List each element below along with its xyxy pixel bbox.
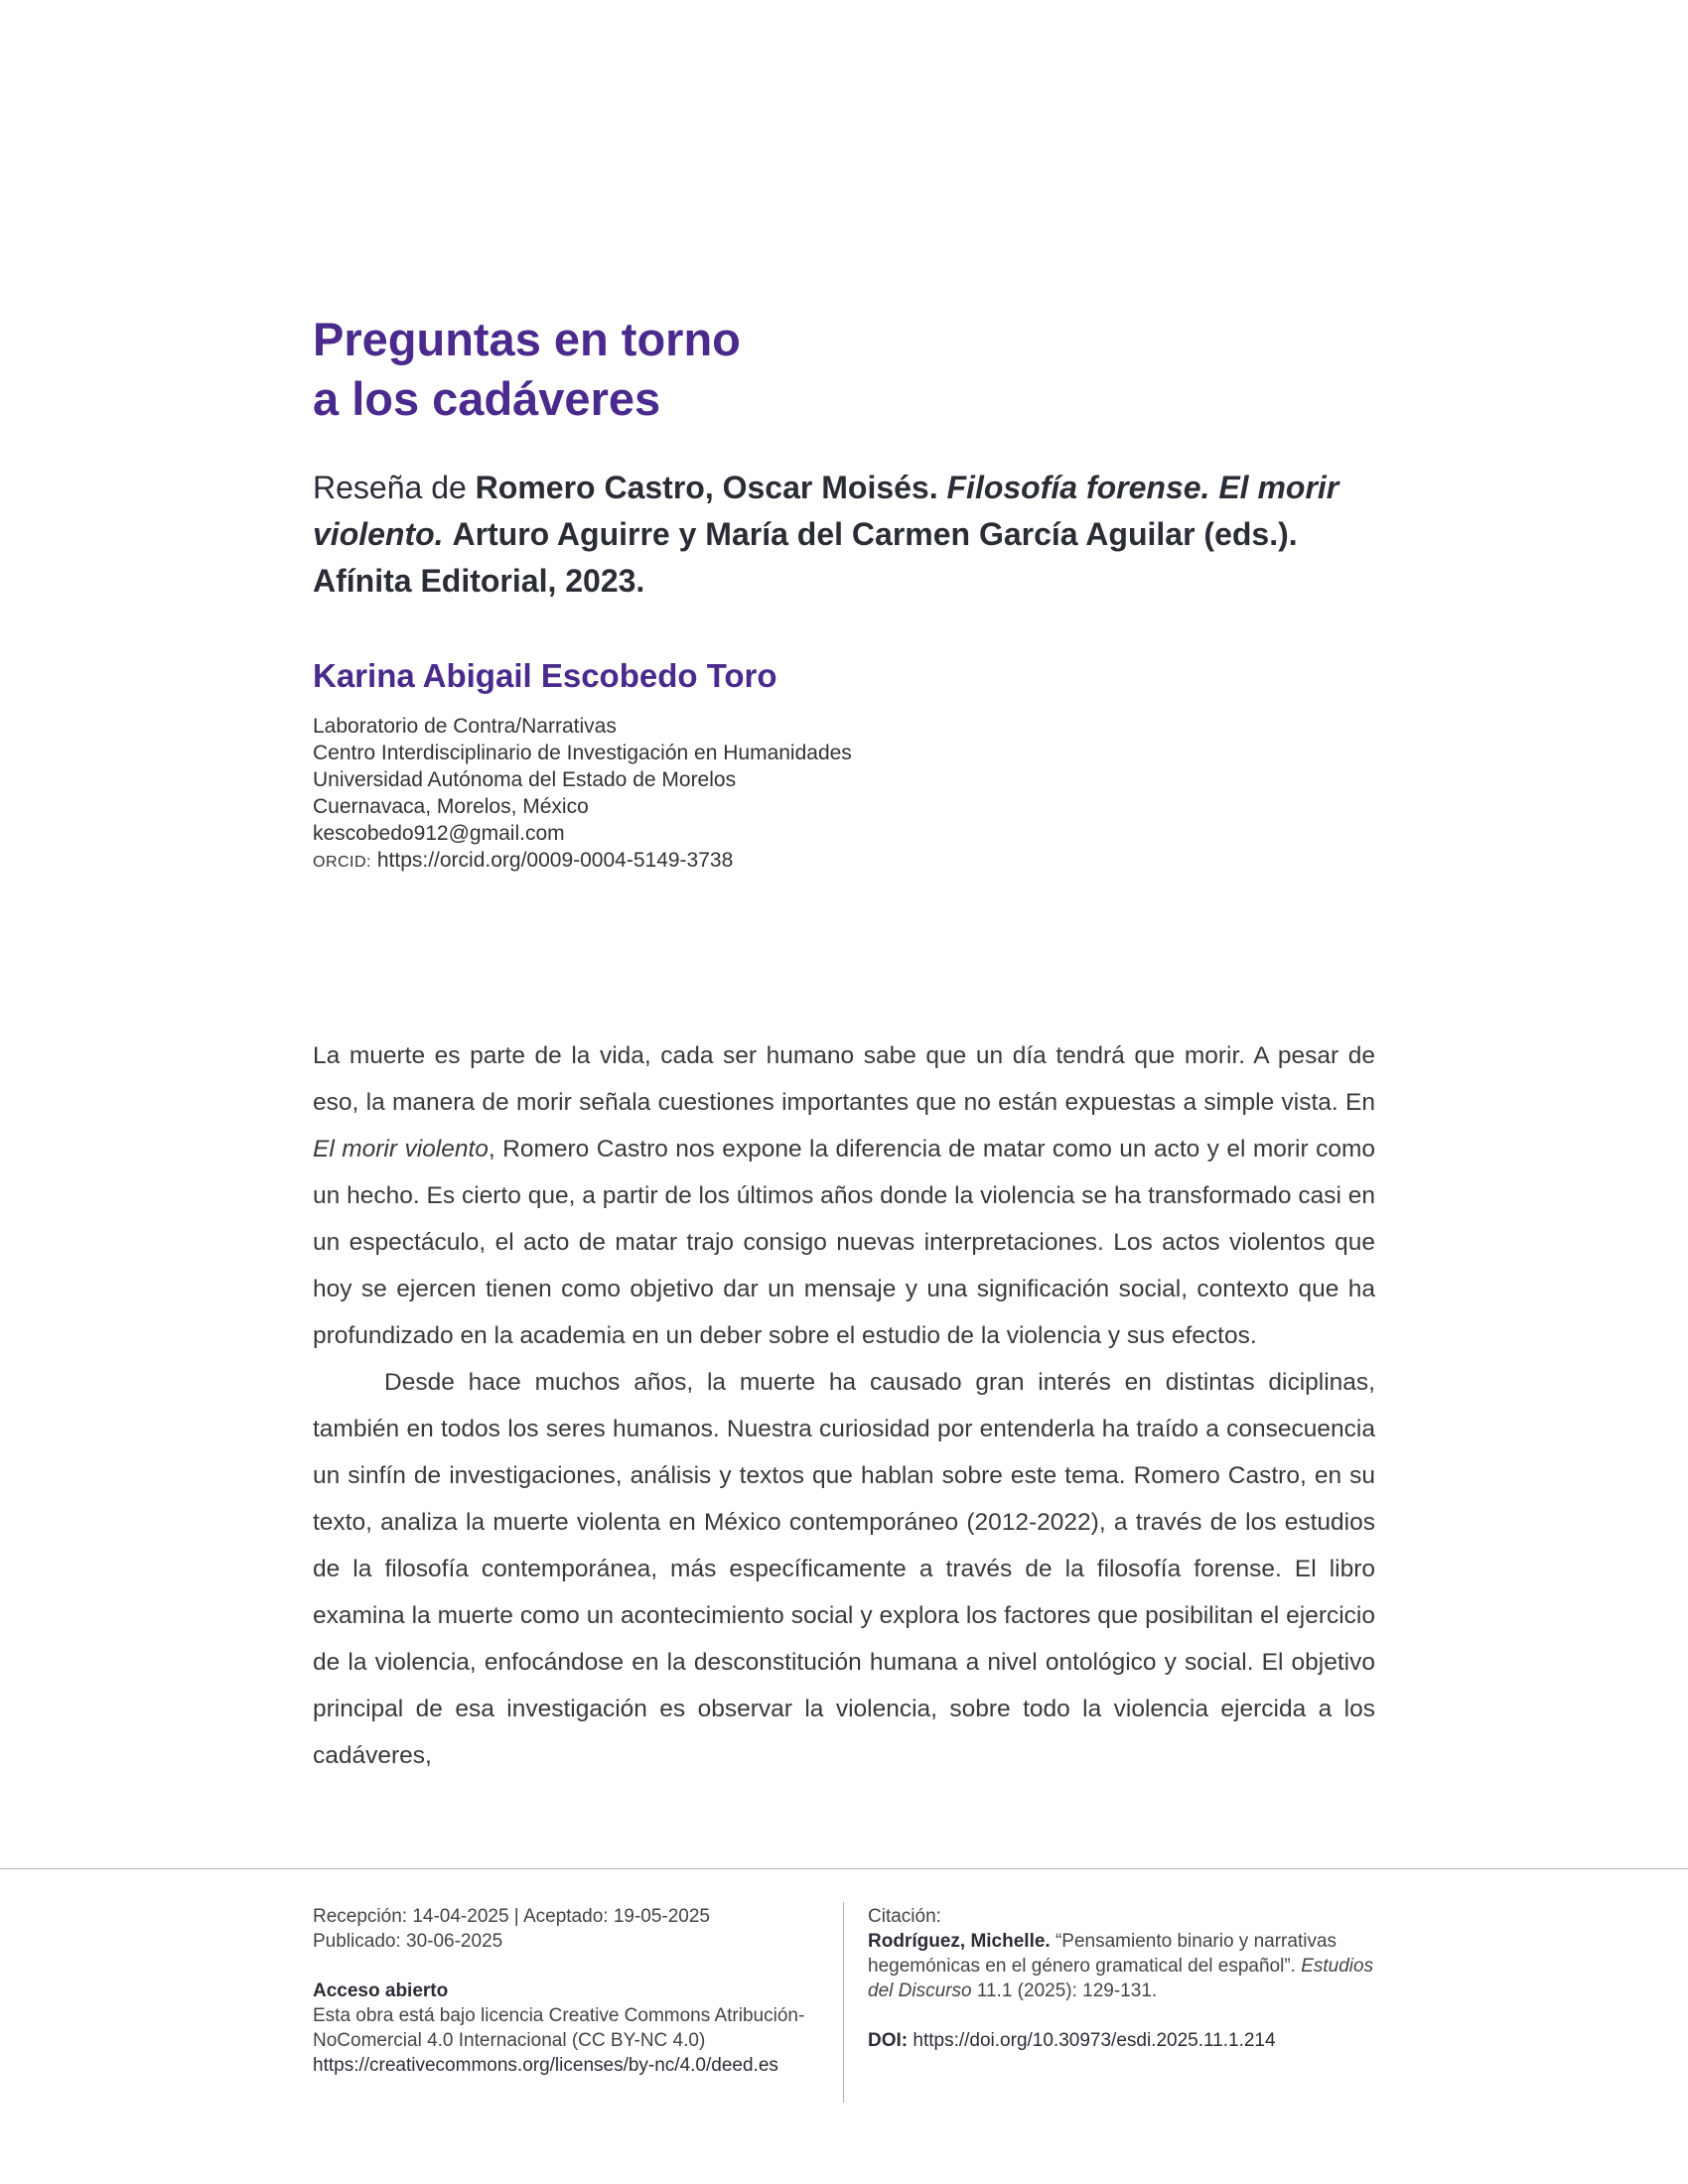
title-line-1: Preguntas en torno xyxy=(313,313,741,365)
open-access-heading: Acceso abierto xyxy=(313,1980,449,2001)
doi-link[interactable]: https://doi.org/10.30973/esdi.2025.11.1.214 xyxy=(908,2030,1276,2051)
review-book-authors: Romero Castro, Oscar Moisés. xyxy=(475,470,938,505)
affiliation-university: Universidad Autónoma del Estado de Morelos xyxy=(313,768,737,791)
review-subtitle xyxy=(313,465,1375,605)
publication-info xyxy=(313,1904,819,2078)
citation-author: Rodríguez, Michelle. xyxy=(868,1931,1051,1952)
citation-journal: Estudios del Discurso xyxy=(868,1956,1374,2001)
body-paragraph-1 xyxy=(313,1032,1375,1359)
dates-line-2: Publicado: 30-06-2025 xyxy=(313,1931,503,1952)
license-link[interactable]: https://creativecommons.org/licenses/by-nc/4.0/deed.es xyxy=(313,2055,778,2076)
body-paragraph-1-part-b: , Romero Castro nos expone la diferencia de matar como un acto y el morir como un hecho. Es cierto que, a partir de los últimos años donde la violencia se ha transformado casi en un espectáculo, el acto de matar trajo consigo nuevas interpretaciones. Los actos violentos que hoy se ejercen tienen como objetivo dar un mensaje y una significación social, contexto que ha profundizado en la academia en un deber sobre el estudio de la violencia y sus efectos. xyxy=(313,1136,1375,1349)
affiliation-location: Cuernavaca, Morelos, México xyxy=(313,795,589,818)
orcid-label: ORCID: xyxy=(313,854,371,871)
citation-label: Citación: xyxy=(868,1906,941,1927)
affiliation-lab: Laboratorio de Contra/Narrativas xyxy=(313,715,617,738)
author-orcid xyxy=(313,847,1107,876)
footer-column-divider xyxy=(843,1902,844,2103)
body-paragraph-1-part-a: La muerte es parte de la vida, cada ser humano sabe que un día tendrá que morir. A pesar de eso, la manera de morir señala cuestiones importantes que no están expuestas a simple vista. En xyxy=(313,1042,1375,1116)
book-title-italic: El morir violento xyxy=(313,1136,489,1162)
author-name: Karina Abigail Escobedo Toro xyxy=(313,657,777,694)
license-notice xyxy=(313,2003,819,2078)
license-text: Esta obra está bajo licencia Creative Commons Atribución-NoComercial 4.0 Internacional (CC BY-NC 4.0) xyxy=(313,2005,805,2051)
orcid-link[interactable]: https://orcid.org/0009-0004-5149-3738 xyxy=(376,849,734,872)
doi-line xyxy=(868,2028,1384,2053)
doi-label: DOI: xyxy=(868,2030,909,2051)
review-book-title: Filosofía forense. El morir violento. xyxy=(313,470,1339,552)
article-body xyxy=(313,1032,1375,1779)
citation-info xyxy=(868,1904,1384,2053)
affiliation-center: Centro Interdisciplinario de Investigación en Humanidades xyxy=(313,742,852,764)
review-book-details: Arturo Aguirre y María del Carmen García Aguilar (eds.). Afínita Editorial, 2023. xyxy=(313,516,1298,599)
article-title xyxy=(313,310,1206,429)
footer-divider xyxy=(0,1868,1688,1869)
author-affiliation xyxy=(313,713,1107,876)
citation-title: “Pensamiento binario y narrativas hegemónicas en el género gramatical del español”. xyxy=(868,1931,1337,1977)
author-email[interactable]: kescobedo912@gmail.com xyxy=(313,822,565,845)
citation-details: 11.1 (2025): 129-131. xyxy=(971,1980,1158,2001)
citation-text xyxy=(868,1929,1384,2003)
title-line-2: a los cadáveres xyxy=(313,372,661,425)
dates-line-1: Recepción: 14-04-2025 | Aceptado: 19-05-2025 xyxy=(313,1906,711,1927)
review-lead: Reseña de xyxy=(313,470,476,505)
body-paragraph-2: Desde hace muchos años, la muerte ha causado gran interés en distintas diciplinas, también en todos los seres humanos. Nuestra curiosidad por entenderla ha traído a consecuencia un sinfín de investigaciones, análisis y textos que hablan sobre este tema. Romero Castro, en su texto, analiza la muerte violenta en México contemporáneo (2012-2022), a través de los estudios de la filosofía contemporánea, más específicamente a través de la filosofía forense. El libro examina la muerte como un acontecimiento social y explora los factores que posibilitan el ejercicio de la violencia, enfocándose en la desconstitución humana a nivel ontológico y social. El objetivo principal de esa investigación es observar la violencia, sobre todo la violencia ejercida a los cadáveres, xyxy=(313,1369,1375,1769)
